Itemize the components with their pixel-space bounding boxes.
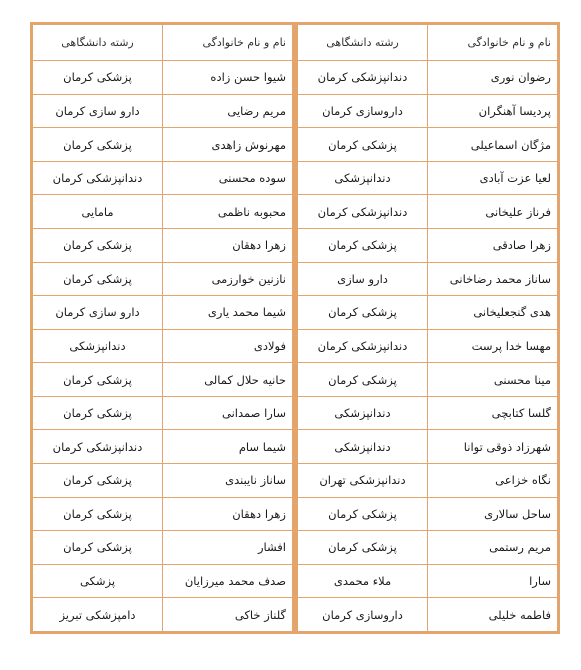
student-name-cell: شهرزاد ذوقی توانا bbox=[428, 430, 558, 464]
university-field-cell: دندانپزشکی کرمان bbox=[298, 329, 428, 363]
student-name-cell: ساحل سالاری bbox=[428, 497, 558, 531]
university-field-cell: مامایی bbox=[33, 195, 163, 229]
student-name-cell: مهسا خدا پرست bbox=[428, 329, 558, 363]
university-field-cell: پزشکی کرمان bbox=[33, 497, 163, 531]
table-row bbox=[33, 430, 293, 464]
table-row bbox=[33, 195, 293, 229]
student-name-cell: لعیا عزت آبادی bbox=[428, 161, 558, 195]
header-field: رشته دانشگاهی bbox=[33, 25, 163, 61]
student-name-cell: فولادی bbox=[163, 329, 293, 363]
student-name-cell: حانیه حلال کمالی bbox=[163, 363, 293, 397]
table-row bbox=[298, 497, 558, 531]
student-name-cell: گلسا کتابچی bbox=[428, 396, 558, 430]
table-row bbox=[298, 128, 558, 162]
table-row bbox=[298, 598, 558, 632]
student-name-cell: فاطمه خلیلی bbox=[428, 598, 558, 632]
header-field: رشته دانشگاهی bbox=[298, 25, 428, 61]
student-name-cell: ساناز نایبندی bbox=[163, 464, 293, 498]
left-table bbox=[32, 24, 293, 632]
university-field-cell: داروسازی کرمان bbox=[298, 94, 428, 128]
table-row bbox=[298, 430, 558, 464]
student-name-cell: نازنین خوارزمی bbox=[163, 262, 293, 296]
university-field-cell: پزشکی کرمان bbox=[298, 228, 428, 262]
student-name-cell: مریم رضایی bbox=[163, 94, 293, 128]
university-field-cell: دندانپزشکی bbox=[298, 161, 428, 195]
table-row bbox=[298, 262, 558, 296]
table-row bbox=[298, 396, 558, 430]
table-row bbox=[298, 161, 558, 195]
right-table bbox=[297, 24, 558, 632]
university-field-cell: دندانپزشکی bbox=[298, 396, 428, 430]
table-row bbox=[298, 228, 558, 262]
table-header-row bbox=[298, 25, 558, 61]
university-field-cell: داروسازی کرمان bbox=[298, 598, 428, 632]
table-row bbox=[33, 497, 293, 531]
table-row bbox=[33, 296, 293, 330]
table-row bbox=[298, 363, 558, 397]
university-field-cell: دارو سازی bbox=[298, 262, 428, 296]
student-name-cell: زهرا دهقان bbox=[163, 228, 293, 262]
university-field-cell: دندانپزشکی تهران bbox=[298, 464, 428, 498]
table-row bbox=[298, 564, 558, 598]
university-field-cell: دارو سازی کرمان bbox=[33, 296, 163, 330]
student-name-cell: افشار bbox=[163, 531, 293, 565]
university-field-cell: پزشکی کرمان bbox=[33, 464, 163, 498]
student-name-cell: شیوا حسن زاده bbox=[163, 61, 293, 95]
table-row bbox=[33, 396, 293, 430]
table-row bbox=[298, 329, 558, 363]
table-row bbox=[33, 598, 293, 632]
university-field-cell: پزشکی کرمان bbox=[33, 128, 163, 162]
student-name-cell: مینا محسنی bbox=[428, 363, 558, 397]
table-row bbox=[33, 464, 293, 498]
university-field-cell: پزشکی کرمان bbox=[33, 262, 163, 296]
student-name-cell: صدف محمد میرزایان bbox=[163, 564, 293, 598]
university-field-cell: دامپزشکی تبریز bbox=[33, 598, 163, 632]
student-name-cell: زهرا صادقی bbox=[428, 228, 558, 262]
table-row bbox=[33, 564, 293, 598]
table-row bbox=[33, 228, 293, 262]
table-row bbox=[33, 128, 293, 162]
right-table-panel bbox=[295, 22, 560, 634]
student-name-cell: گلناز خاکی bbox=[163, 598, 293, 632]
student-name-cell: مهرنوش زاهدی bbox=[163, 128, 293, 162]
university-field-cell: پزشکی کرمان bbox=[298, 531, 428, 565]
university-field-cell: پزشکی کرمان bbox=[298, 296, 428, 330]
header-name: نام و نام خانوادگی bbox=[163, 25, 293, 61]
university-field-cell: دارو سازی کرمان bbox=[33, 94, 163, 128]
table-row bbox=[33, 531, 293, 565]
student-name-cell: مژگان اسماعیلی bbox=[428, 128, 558, 162]
table-row bbox=[33, 94, 293, 128]
table-row bbox=[33, 161, 293, 195]
university-field-cell: پزشکی کرمان bbox=[33, 396, 163, 430]
table-row bbox=[298, 296, 558, 330]
student-name-cell: زهرا دهقان bbox=[163, 497, 293, 531]
student-name-cell: سارا bbox=[428, 564, 558, 598]
table-row bbox=[33, 262, 293, 296]
student-name-cell: پردیسا آهنگران bbox=[428, 94, 558, 128]
left-table-panel bbox=[30, 22, 295, 634]
university-field-cell: دندانپزشکی bbox=[33, 329, 163, 363]
student-name-cell: رضوان نوری bbox=[428, 61, 558, 95]
university-field-cell: پزشکی کرمان bbox=[298, 128, 428, 162]
table-row bbox=[33, 363, 293, 397]
student-name-cell: مریم رستمی bbox=[428, 531, 558, 565]
university-field-cell: پزشکی کرمان bbox=[33, 363, 163, 397]
student-name-cell: ساناز محمد رضاخانی bbox=[428, 262, 558, 296]
university-field-cell: پزشکی کرمان bbox=[298, 497, 428, 531]
table-row bbox=[33, 61, 293, 95]
student-name-cell: هدی گنجعلیخانی bbox=[428, 296, 558, 330]
table-header-row bbox=[33, 25, 293, 61]
university-field-cell: پزشکی bbox=[33, 564, 163, 598]
student-name-cell: سوده محسنی bbox=[163, 161, 293, 195]
table-row bbox=[298, 94, 558, 128]
university-field-cell: دندانپزشکی bbox=[298, 430, 428, 464]
table-row bbox=[298, 531, 558, 565]
table-row bbox=[298, 195, 558, 229]
student-name-cell: شیما محمد یاری bbox=[163, 296, 293, 330]
university-field-cell: دندانپزشکی کرمان bbox=[298, 195, 428, 229]
student-name-cell: سارا صمدانی bbox=[163, 396, 293, 430]
student-name-cell: نگاه خزاعی bbox=[428, 464, 558, 498]
university-field-cell: پزشکی کرمان bbox=[33, 61, 163, 95]
table-row bbox=[298, 61, 558, 95]
header-name: نام و نام خانوادگی bbox=[428, 25, 558, 61]
results-document bbox=[16, 22, 565, 634]
student-name-cell: محبوبه ناظمی bbox=[163, 195, 293, 229]
table-row bbox=[33, 329, 293, 363]
university-field-cell: دندانپزشکی کرمان bbox=[33, 430, 163, 464]
student-name-cell: شیما سام bbox=[163, 430, 293, 464]
university-field-cell: ملاء محمدی bbox=[298, 564, 428, 598]
university-field-cell: پزشکی کرمان bbox=[298, 363, 428, 397]
student-name-cell: فرناز علیخانی bbox=[428, 195, 558, 229]
university-field-cell: دندانپزشکی کرمان bbox=[298, 61, 428, 95]
university-field-cell: پزشکی کرمان bbox=[33, 531, 163, 565]
table-row bbox=[298, 464, 558, 498]
university-field-cell: دندانپزشکی کرمان bbox=[33, 161, 163, 195]
university-field-cell: پزشکی کرمان bbox=[33, 228, 163, 262]
